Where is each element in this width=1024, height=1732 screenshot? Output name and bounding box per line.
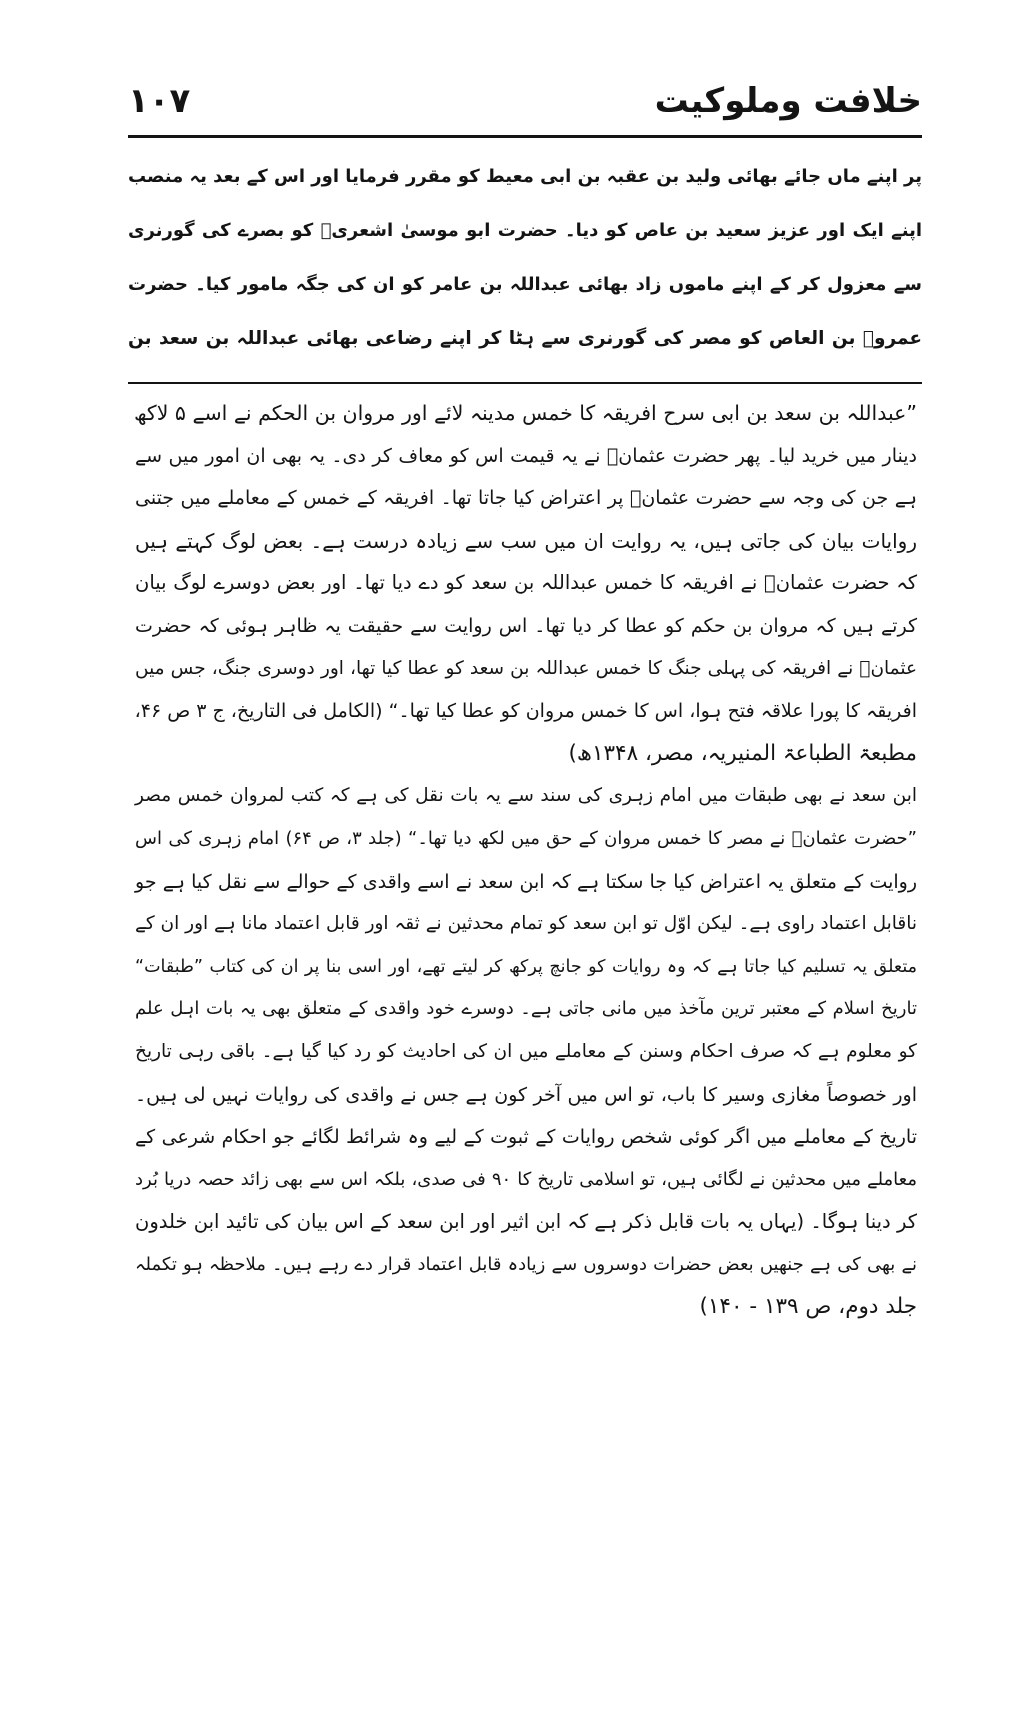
footnote-line: ابن سعد نے بھی طبقات میں امام زہری کی سند سے یہ بات نقل کی ہے کہ کتب لمروان خمس مصر: [135, 785, 917, 807]
page-number: ۱۰۷: [128, 81, 191, 121]
footnote-line: معاملے میں محدثین نے لگائی ہیں، تو اسلامی تاریخ کا ۹۰ فی صدی، بلکہ اس سے بھی زائد حصہ دریا بُرد: [135, 1168, 917, 1190]
page-header: [128, 74, 922, 134]
footnote-line: عثمانؓ نے افریقہ کی پہلی جنگ کا خمس عبداللہ بن سعد کو عطا کیا تھا، اور دوسری جنگ، جس میں: [135, 657, 917, 679]
footnote-line: کرتے ہیں کہ مروان بن حکم کو عطا کر دیا تھا۔ اس روایت سے حقیقت یہ ظاہر ہوئی کہ حضرت: [135, 614, 917, 637]
footnote-line: مطبعۃ الطباعۃ المنیریہ، مصر، ۱۳۴۸ھ): [568, 740, 917, 766]
text-line: سے معزول کر کے اپنے ماموں زاد بھائی عبداللہ بن عامر کو ان کی جگہ مامور کیا۔ حضرت: [128, 274, 922, 295]
text-line: عمروؓ بن العاص کو مصر کی گورنری سے ہٹا کر اپنے رضاعی بھائی عبداللہ بن سعد بن: [128, 328, 922, 349]
footnote-line: ہے جن کی وجہ سے حضرت عثمانؓ پر اعتراض کیا جاتا تھا۔ افریقہ کے خمس کے معاملے میں جتنی: [135, 487, 917, 510]
text-line: پر اپنے ماں جائے بھائی ولید بن عقبہ بن ابی معیط کو مقرر فرمایا اور اس کے بعد یہ منصب: [128, 166, 922, 187]
footnote-text: [135, 392, 917, 1329]
footnote-line: کہ حضرت عثمانؓ نے افریقہ کا خمس عبداللہ بن سعد کو دے دیا تھا۔ اور بعض دوسرے لوگ بیان: [135, 571, 917, 595]
main-text: [128, 150, 922, 366]
footnote-line: اور خصوصاً مغازی وسیر کا باب، تو اس میں آخر کون ہے جس نے واقدی کی روایات نہیں لی ہیں۔: [135, 1083, 917, 1106]
footnote-line: متعلق یہ تسلیم کیا جاتا ہے کہ وہ روایات کو جانچ پرکھ کر لیتے تھے، اور اسی بنا پر ان کی کتاب ”طبقات“: [135, 956, 917, 977]
footnote-line: کر دینا ہوگا۔ (یہاں یہ بات قابل ذکر ہے کہ ابن اثیر اور ابن سعد کے اس بیان کی تائید ابن خلدون: [135, 1210, 917, 1234]
footnote-line: تاریخ اسلام کے معتبر ترین مآخذ میں مانی جاتی ہے۔ دوسرے خود واقدی کے متعلق بھی یہ بات اہل علم: [135, 998, 917, 1020]
footnote-line: نے بھی کی ہے جنھیں بعض حضرات دوسروں سے زیادہ قابل اعتماد قرار دے رہے ہیں۔ ملاحظہ ہو تکملہ: [135, 1253, 917, 1275]
footnote-rule: [128, 382, 922, 384]
footnote-line: ”عبداللہ بن سعد بن ابی سرح افریقہ کا خمس مدینہ لائے اور مروان بن الحکم نے اسے ۵ لاکھ: [133, 401, 917, 425]
header-rule: [128, 135, 922, 138]
footnote-line: ”حضرت عثمانؓ نے مصر کا خمس مروان کے حق میں لکھ دیا تھا۔“ (جلد ۳، ص ۶۴) امام زہری کی اس: [135, 827, 918, 849]
running-title: خلافت وملوکیت: [654, 81, 922, 121]
footnote-line: روایات بیان کی جاتی ہیں، یہ روایت ان میں سب سے زیادہ درست ہے۔ بعض لوگ کہتے ہیں: [135, 528, 917, 553]
footnote-line: تاریخ کے معاملے میں اگر کوئی شخص روایات کے ثبوت کے لیے وہ شرائط لگائے جو احکام شرعی کے: [135, 1126, 917, 1149]
footnote-line: کو معلوم ہے کہ صرف احکام وسنن کے معاملے میں ان کی احادیث کو رد کیا گیا ہے۔ باقی رہی تاریخ: [135, 1040, 917, 1062]
footnote-line: افریقہ کا پورا علاقہ فتح ہوا، اس کا خمس مروان کو عطا کیا تھا۔“ (الکامل فی التاریخ، ج ۳ ص ۴۶،: [134, 700, 917, 723]
footnote-line: دینار میں خرید لیا۔ پھر حضرت عثمانؓ نے یہ قیمت اس کو معاف کر دی۔ یہ بھی ان امور میں سے: [135, 444, 917, 467]
footnote-line: جلد دوم، ص ۱۳۹ - ۱۴۰): [699, 1294, 917, 1320]
footnote-line: روایت کے متعلق یہ اعتراض کیا جا سکتا ہے کہ ابن سعد نے اسے واقدی کے حوالے سے نقل کیا ہے جو: [135, 870, 917, 893]
footnote-line: ناقابل اعتماد راوی ہے۔ لیکن اوّل تو ابن سعد کو تمام محدثین نے ثقہ اور قابل اعتماد مانا ہے اور ان کے: [135, 913, 917, 935]
text-line: اپنے ایک اور عزیز سعید بن عاص کو دیا۔ حضرت ابو موسیٰ اشعریؓ کو بصرے کی گورنری: [128, 220, 922, 241]
